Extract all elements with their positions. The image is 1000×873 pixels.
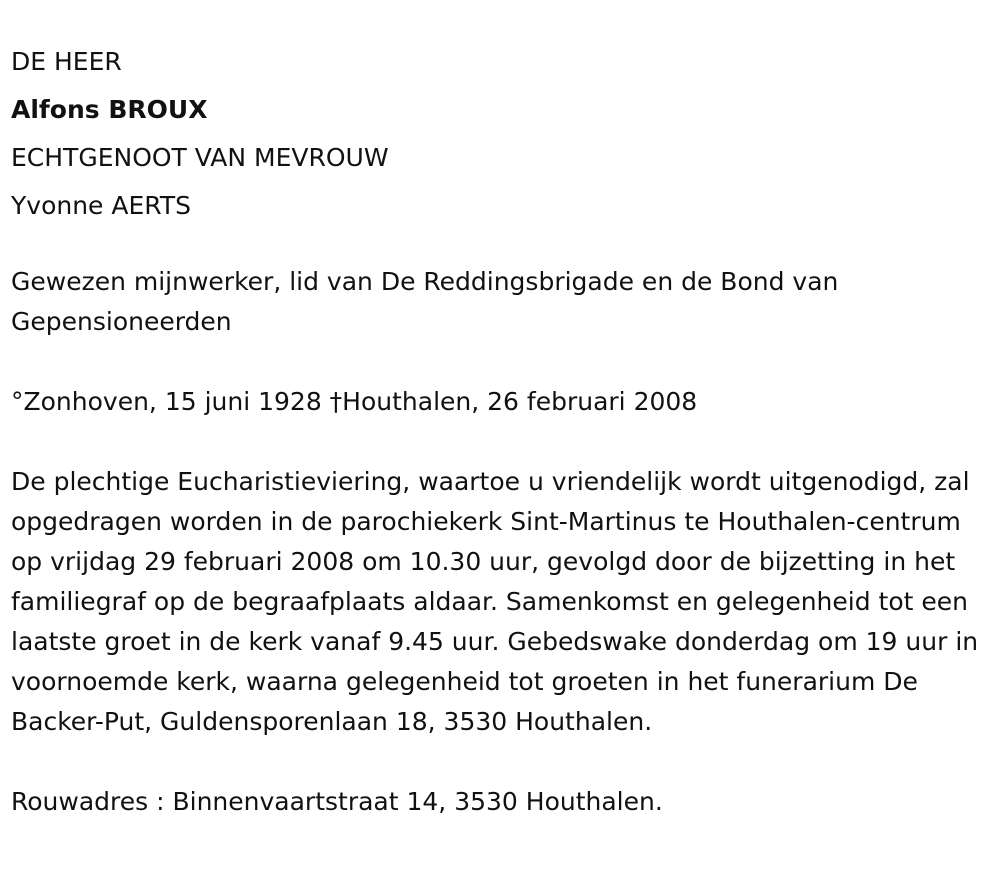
spacer (11, 230, 991, 262)
ceremony-text: De plechtige Eucharistieviering, waartoe u vriendelijk wordt uitgenodigd, zal opgedragen worden in de parochiekerk Sint-Martinus te Houthalen-centrum op vrijdag 29 februari 2008 om 10.30 uur, gevolgd door de bijzetting in het familiegraf op de begraafplaats aldaar. Samenkomst en gelegenheid tot een laatste groet in de kerk vanaf 9.45 uur. Gebedswake donderdag om 19 uur in voornoemde kerk, waarna gelegenheid tot groeten in het funerarium De Backer-Put, Guldensporenlaan 18, 3530 Houthalen. (11, 467, 979, 736)
spacer (11, 342, 991, 382)
relation-line: ECHTGENOOT VAN MEVROUW (11, 143, 389, 172)
spouse-name: Yvonne AERTS (11, 191, 191, 220)
life-dates: °Zonhoven, 15 juni 1928 †Houthalen, 26 februari 2008 (11, 387, 698, 416)
spacer (11, 742, 991, 782)
mourning-address: Rouwadres : Binnenvaartstraat 14, 3530 Houthalen. (11, 787, 663, 816)
title-line: DE HEER (11, 47, 122, 76)
biography-text: Gewezen mijnwerker, lid van De Reddingsbrigade en de Bond van Gepensioneerden (11, 267, 839, 336)
obituary-notice (11, 38, 991, 822)
deceased-name: Alfons BROUX (11, 95, 208, 124)
spacer (11, 422, 991, 462)
